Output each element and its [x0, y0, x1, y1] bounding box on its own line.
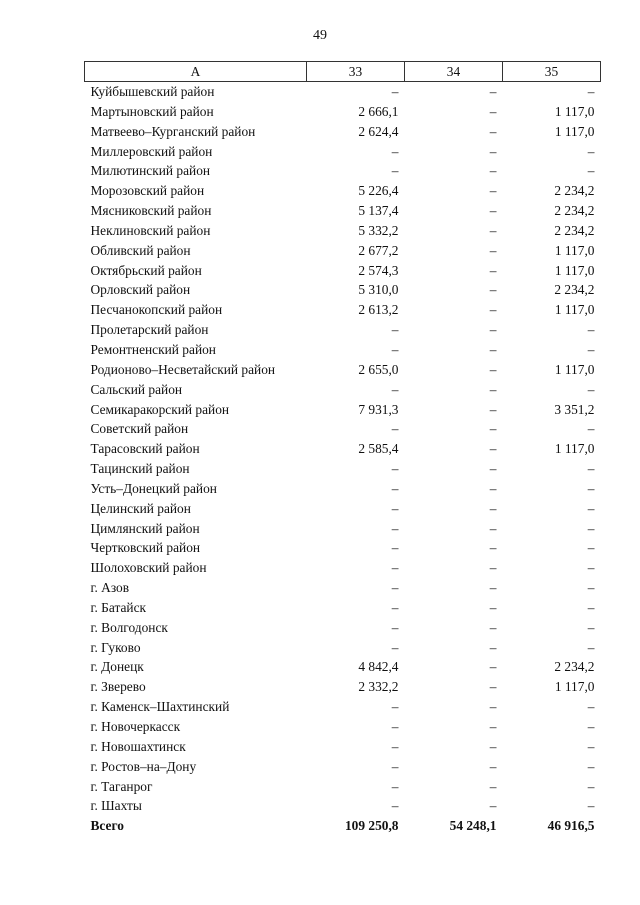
- table-header: [85, 62, 601, 82]
- value-cell-33: –: [391, 163, 399, 179]
- table-row: [85, 122, 601, 142]
- row-name-cell: Усть–Донецкий район: [90, 480, 217, 496]
- value-cell-33: 5 310,0: [358, 282, 399, 298]
- value-cell-33: 2 585,4: [358, 441, 399, 457]
- value-cell-34: –: [489, 798, 497, 814]
- table-row: [85, 300, 601, 320]
- value-cell-33: –: [391, 143, 399, 159]
- table-row: [85, 677, 601, 697]
- row-name-cell: Мартыновский район: [90, 103, 214, 119]
- row-name-cell: Мясниковский район: [90, 203, 212, 219]
- table-row: [85, 419, 601, 439]
- value-cell-35: –: [587, 639, 595, 655]
- table-row: [85, 261, 601, 281]
- value-cell-33: 2 613,2: [358, 302, 399, 318]
- value-cell-35: 2 234,2: [554, 203, 595, 219]
- value-cell-35: 1 117,0: [554, 679, 595, 695]
- table-row: [85, 161, 601, 181]
- row-name-cell: г. Ростов–на–Дону: [90, 758, 197, 774]
- value-cell-35: –: [587, 599, 595, 615]
- value-cell-35: –: [587, 84, 595, 99]
- table-row: [85, 320, 601, 340]
- value-cell-34: –: [489, 322, 497, 338]
- value-cell-34: –: [489, 282, 497, 298]
- table-row: [85, 181, 601, 201]
- value-cell-35: –: [587, 699, 595, 715]
- row-name-cell: г. Донецк: [90, 659, 144, 675]
- value-cell-35: 1 117,0: [554, 361, 595, 377]
- value-cell-33: 2 677,2: [358, 242, 399, 258]
- column-header-34: 34: [405, 62, 503, 82]
- value-cell-35: –: [587, 143, 595, 159]
- row-name-cell: Пролетарский район: [90, 322, 209, 338]
- value-cell-35: 1 117,0: [554, 242, 595, 258]
- value-cell-33: 2 624,4: [358, 123, 399, 139]
- value-cell-33: –: [391, 560, 399, 576]
- value-cell-34: –: [489, 738, 497, 754]
- value-cell-35: –: [587, 719, 595, 734]
- row-name-cell: Тацинский район: [90, 461, 190, 477]
- table-row: [85, 340, 601, 360]
- value-cell-34: –: [489, 659, 497, 675]
- value-cell-35: 2 234,2: [554, 183, 595, 199]
- row-name-cell: Морозовский район: [90, 183, 205, 199]
- value-cell-35: –: [587, 322, 595, 338]
- table-row: [85, 201, 601, 221]
- value-cell-35: 1 117,0: [554, 302, 595, 318]
- value-cell-35: –: [587, 500, 595, 516]
- row-name-cell: Чертковский район: [90, 540, 201, 556]
- value-cell-34: –: [489, 599, 497, 615]
- value-cell-33: –: [391, 520, 399, 536]
- value-cell-33: –: [391, 381, 399, 397]
- value-cell-35: –: [587, 163, 595, 179]
- value-cell-33: 4 842,4: [358, 659, 399, 675]
- value-cell-34: –: [489, 84, 497, 99]
- row-name-cell: г. Зверево: [90, 679, 146, 695]
- row-name-cell: Миллеровский район: [90, 143, 213, 159]
- value-cell-33: 2 574,3: [358, 262, 399, 278]
- value-cell-34: –: [489, 361, 497, 377]
- table-row: [85, 558, 601, 578]
- row-name-cell: Неклиновский район: [90, 222, 211, 238]
- table-row: [85, 221, 601, 241]
- value-cell-34: –: [489, 421, 497, 437]
- value-cell-34: –: [489, 540, 497, 556]
- value-cell-33: –: [391, 619, 399, 635]
- value-cell-33: –: [391, 599, 399, 615]
- table-row: [85, 400, 601, 420]
- value-cell-35: 2 234,2: [554, 659, 595, 675]
- row-name-cell: г. Новошахтинск: [90, 738, 186, 754]
- value-cell-34: –: [489, 520, 497, 536]
- value-cell-33: 5 137,4: [358, 203, 399, 219]
- row-name-cell: Советский район: [90, 421, 189, 437]
- table-row: [85, 796, 601, 816]
- value-cell-34: –: [489, 103, 497, 119]
- value-cell-34: –: [489, 262, 497, 278]
- value-cell-34: –: [489, 480, 497, 496]
- row-name-cell: г. Волгодонск: [90, 619, 168, 635]
- table-row: [85, 499, 601, 519]
- column-header-33: 33: [307, 62, 405, 82]
- table-row: [85, 380, 601, 400]
- value-cell-34: –: [489, 679, 497, 695]
- table-row: [85, 757, 601, 777]
- table-row: [85, 142, 601, 162]
- value-cell-33: –: [391, 322, 399, 338]
- value-cell-33: –: [391, 758, 399, 774]
- value-cell-35: –: [587, 381, 595, 397]
- value-cell-33: –: [391, 699, 399, 715]
- value-cell-35: 3 351,2: [554, 401, 595, 417]
- value-cell-35: –: [587, 758, 595, 774]
- total-row: [85, 816, 601, 836]
- row-name-cell: Родионово–Несветайский район: [90, 361, 276, 377]
- value-cell-35: –: [587, 540, 595, 556]
- value-cell-33: –: [391, 738, 399, 754]
- value-cell-35: 1 117,0: [554, 123, 595, 139]
- value-cell-35: –: [587, 560, 595, 576]
- value-cell-34: –: [489, 242, 497, 258]
- value-cell-35: –: [587, 341, 595, 357]
- table-row: [85, 479, 601, 499]
- row-name-cell: Ремонтненский район: [90, 341, 216, 357]
- value-cell-33: 109 250,8: [344, 818, 399, 834]
- column-header-35: 35: [503, 62, 601, 82]
- value-cell-33: –: [391, 341, 399, 357]
- value-cell-34: 54 248,1: [449, 818, 497, 834]
- value-cell-34: –: [489, 461, 497, 477]
- row-name-cell: г. Гуково: [90, 639, 141, 655]
- row-name-cell: г. Каменск–Шахтинский: [90, 699, 230, 715]
- value-cell-33: –: [391, 540, 399, 556]
- row-name-cell: Куйбышевский район: [90, 84, 215, 99]
- value-cell-34: –: [489, 639, 497, 655]
- table-row: [85, 280, 601, 300]
- value-cell-34: –: [489, 381, 497, 397]
- row-name-cell: Орловский район: [90, 282, 191, 298]
- row-name-cell: Милютинский район: [90, 163, 211, 179]
- row-name-cell: г. Шахты: [90, 798, 142, 814]
- value-cell-34: –: [489, 143, 497, 159]
- value-cell-35: –: [587, 520, 595, 536]
- table-row: [85, 638, 601, 658]
- value-cell-35: 2 234,2: [554, 282, 595, 298]
- value-cell-34: –: [489, 560, 497, 576]
- table-row: [85, 618, 601, 638]
- value-cell-33: 2 332,2: [358, 679, 399, 695]
- table-row: [85, 717, 601, 737]
- value-cell-34: –: [489, 619, 497, 635]
- value-cell-33: –: [391, 84, 399, 99]
- value-cell-35: –: [587, 619, 595, 635]
- value-cell-34: –: [489, 719, 497, 734]
- value-cell-34: –: [489, 580, 497, 596]
- column-header-name: А: [85, 62, 307, 82]
- value-cell-35: 2 234,2: [554, 222, 595, 238]
- value-cell-33: –: [391, 798, 399, 814]
- table-row: [85, 519, 601, 539]
- value-cell-34: –: [489, 302, 497, 318]
- row-name-cell: г. Новочеркасск: [90, 719, 181, 734]
- row-name-cell: Обливский район: [90, 242, 191, 258]
- value-cell-33: 5 226,4: [358, 183, 399, 199]
- value-cell-35: –: [587, 480, 595, 496]
- page-number: 49: [313, 28, 327, 43]
- row-name-cell: Целинский район: [90, 500, 191, 516]
- value-cell-35: –: [587, 738, 595, 754]
- value-cell-33: –: [391, 778, 399, 794]
- value-cell-33: –: [391, 580, 399, 596]
- value-cell-34: –: [489, 500, 497, 516]
- value-cell-35: 1 117,0: [554, 103, 595, 119]
- table-row: [85, 657, 601, 677]
- value-cell-34: –: [489, 203, 497, 219]
- value-cell-35: –: [587, 798, 595, 814]
- value-cell-33: –: [391, 480, 399, 496]
- header-row: [85, 62, 601, 82]
- row-name-cell: Цимлянский район: [90, 520, 200, 536]
- value-cell-35: 46 916,5: [547, 818, 595, 834]
- value-cell-33: –: [391, 639, 399, 655]
- value-cell-33: 2 666,1: [358, 103, 399, 119]
- row-name-cell: г. Азов: [90, 580, 130, 596]
- value-cell-33: 7 931,3: [358, 401, 399, 417]
- row-name-cell: г. Таганрог: [90, 778, 153, 794]
- value-cell-34: –: [489, 183, 497, 199]
- value-cell-34: –: [489, 401, 497, 417]
- value-cell-35: 1 117,0: [554, 262, 595, 278]
- table-row: [85, 598, 601, 618]
- row-name-cell: Всего: [90, 818, 124, 834]
- value-cell-35: –: [587, 580, 595, 596]
- table-body: [85, 82, 601, 837]
- value-cell-34: –: [489, 222, 497, 238]
- table-row: [85, 538, 601, 558]
- table-row: [85, 360, 601, 380]
- row-name-cell: Тарасовский район: [90, 441, 200, 457]
- value-cell-35: –: [587, 461, 595, 477]
- row-name-cell: Семикаракорский район: [90, 401, 230, 417]
- value-cell-33: –: [391, 421, 399, 437]
- table-row: [85, 737, 601, 757]
- table-row: [85, 459, 601, 479]
- value-cell-35: 1 117,0: [554, 441, 595, 457]
- row-name-cell: Октябрьский район: [90, 262, 202, 278]
- value-cell-34: –: [489, 758, 497, 774]
- table-row: [85, 241, 601, 261]
- value-cell-34: –: [489, 123, 497, 139]
- value-cell-33: 5 332,2: [358, 222, 399, 238]
- row-name-cell: г. Батайск: [90, 599, 147, 615]
- table-row: [85, 578, 601, 598]
- value-cell-33: –: [391, 719, 399, 734]
- row-name-cell: Матвеево–Курганский район: [90, 123, 256, 139]
- value-cell-33: –: [391, 500, 399, 516]
- row-name-cell: Шолоховский район: [90, 560, 207, 576]
- table-row: [85, 82, 601, 102]
- table-row: [85, 439, 601, 459]
- value-cell-35: –: [587, 778, 595, 794]
- data-table: [84, 61, 601, 836]
- value-cell-33: 2 655,0: [358, 361, 399, 377]
- table-row: [85, 697, 601, 717]
- table-row: [85, 777, 601, 797]
- value-cell-35: –: [587, 421, 595, 437]
- row-name-cell: Сальский район: [90, 381, 183, 397]
- value-cell-33: –: [391, 461, 399, 477]
- row-name-cell: Песчанокопский район: [90, 302, 223, 318]
- value-cell-34: –: [489, 441, 497, 457]
- value-cell-34: –: [489, 778, 497, 794]
- value-cell-34: –: [489, 341, 497, 357]
- table-row: [85, 102, 601, 122]
- value-cell-34: –: [489, 163, 497, 179]
- value-cell-34: –: [489, 699, 497, 715]
